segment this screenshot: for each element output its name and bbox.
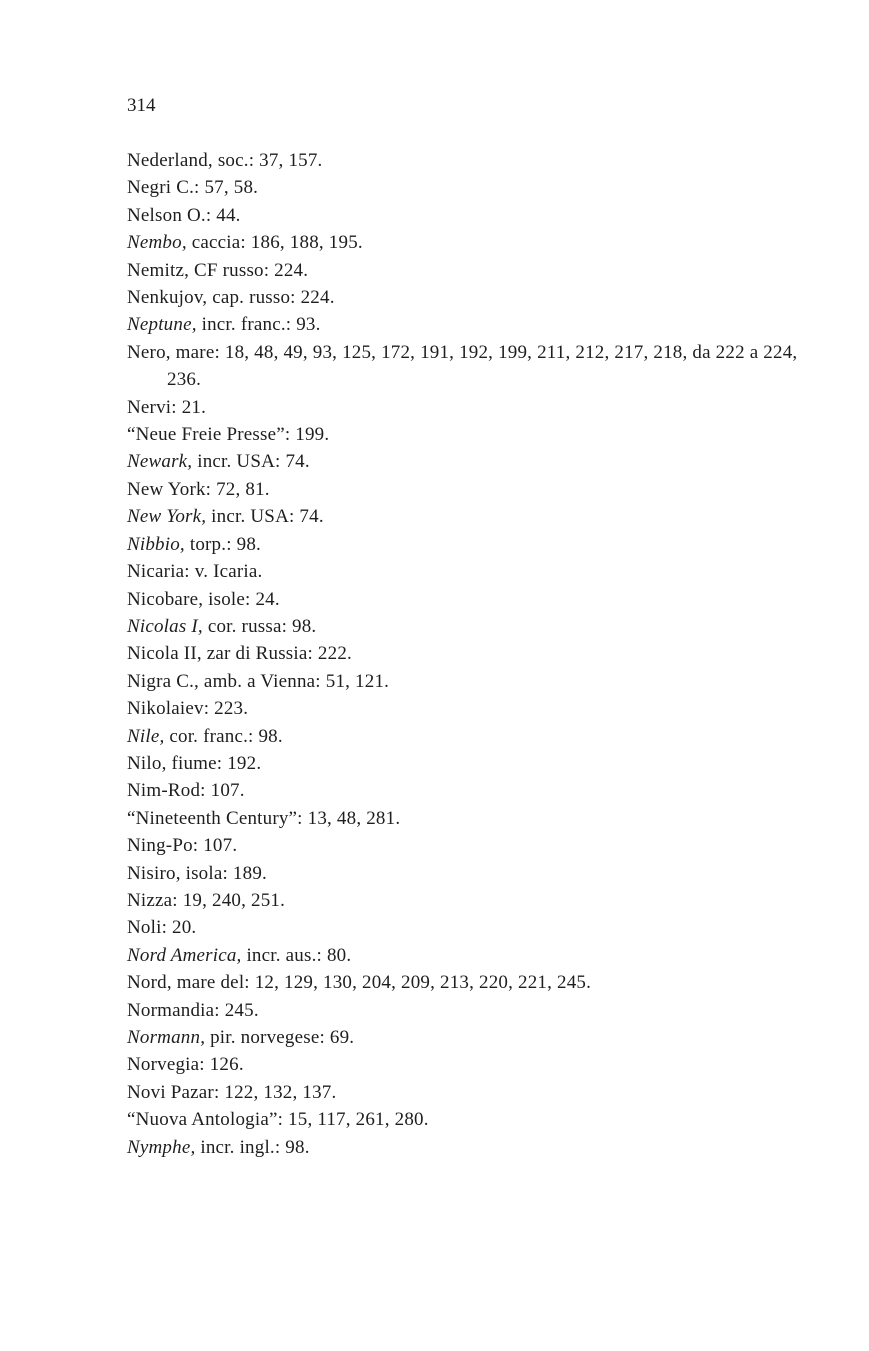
index-entry-heading: Nibbio, — [127, 533, 185, 555]
index-entry — [127, 202, 829, 229]
index-entry-references: 19, 240, 251. — [177, 889, 286, 911]
index-entry-references: incr. USA: 74. — [192, 451, 310, 473]
index-entry — [127, 695, 829, 722]
index-entry-references: 245. — [219, 999, 259, 1021]
index-entry — [127, 997, 829, 1024]
index-entry-references: 107. — [198, 835, 238, 857]
index-entry-heading: Nicola II, — [127, 643, 202, 665]
index-entry — [127, 394, 829, 421]
index-entry — [127, 750, 829, 777]
index-entry-references: mare del: 12, 129, 130, 204, 209, 213, 220, 221, 245. — [171, 972, 592, 994]
index-entry — [127, 1134, 829, 1161]
index-entry-references: amb. a Vienna: 51, 121. — [198, 670, 390, 692]
index-entry-heading: Noli: — [127, 917, 168, 939]
index-entry — [127, 1106, 829, 1133]
index-entry-heading: Nymphe, — [127, 1136, 196, 1158]
index-entry-references: 57, 58. — [199, 177, 259, 199]
index-entry-references: v. Icaria. — [189, 561, 263, 583]
index-entry-references: 44. — [211, 204, 241, 226]
index-entry — [127, 476, 829, 503]
index-entry — [127, 887, 829, 914]
index-entry-heading: Normandia: — [127, 999, 220, 1021]
index-entry-heading: Novi Pazar: — [127, 1081, 220, 1103]
index-entry-heading: Nikolaiev: — [127, 698, 210, 720]
index-entry-references: 72, 81. — [211, 478, 270, 500]
index-entry-references: 199. — [290, 424, 330, 446]
index-entry — [127, 448, 829, 475]
index-entry — [127, 229, 829, 256]
index-entry-heading: “Neue Freie Presse”: — [127, 424, 291, 446]
index-entry-heading: Nelson O.: — [127, 204, 212, 226]
index-entry-heading: New York, — [127, 506, 207, 528]
index-entry — [127, 942, 829, 969]
index-entry-heading: Nicobare, — [127, 588, 204, 610]
index-entry-references: 126. — [204, 1054, 244, 1076]
index-entry-heading: Nile, — [127, 725, 165, 747]
index-entry-heading: “Nuova Antologia”: — [127, 1109, 284, 1131]
index-entry-references: fiume: 192. — [166, 752, 262, 774]
index-entry-references: pir. norvegese: 69. — [205, 1027, 355, 1048]
index-entry — [127, 257, 829, 284]
index-entry — [127, 284, 829, 311]
index-entry — [127, 503, 829, 530]
index-entry-references: zar di Russia: 222. — [201, 643, 352, 665]
index-entry — [127, 339, 829, 394]
index-entry-heading: Nim-Rod: — [127, 780, 206, 802]
index-entry-heading: Negri C.: — [127, 177, 200, 199]
index-entry-heading: Nisiro, — [127, 862, 181, 884]
index-entry-references: 122, 132, 137. — [219, 1081, 337, 1103]
index-entry-references: incr. aus.: 80. — [241, 944, 352, 966]
index-entry-references: caccia: 186, 188, 195. — [186, 232, 363, 254]
index-entry-heading: Norvegia: — [127, 1054, 205, 1076]
index-entry — [127, 1024, 829, 1051]
index-entry-references: cap. russo: 224. — [207, 287, 335, 309]
index-entry-references: incr. USA: 74. — [206, 506, 324, 528]
index-entry-heading: Nenkujov, — [127, 287, 208, 309]
index-entry — [127, 723, 829, 750]
index-entry-references: 13, 48, 281. — [302, 807, 401, 829]
index-entry-heading: Nilo, — [127, 752, 167, 774]
index-entry-heading: Ning-Po: — [127, 835, 199, 857]
index-entry-heading: Nervi: — [127, 396, 177, 418]
index-entry-heading: Newark, — [127, 451, 193, 473]
index-entry — [127, 640, 829, 667]
index-entry-references: 107. — [205, 780, 245, 802]
index-entry — [127, 311, 829, 338]
index-entry — [127, 174, 829, 201]
index-entry-heading: Neptune, — [127, 314, 197, 336]
index-entry — [127, 147, 829, 174]
index-entry — [127, 558, 829, 585]
index-entry — [127, 969, 829, 996]
index-entry-references: 15, 117, 261, 280. — [283, 1109, 429, 1131]
index-entry — [127, 421, 829, 448]
page-number: 314 — [127, 95, 156, 116]
index-entry — [127, 531, 829, 558]
index-entry-references: soc.: 37, 157. — [212, 150, 323, 171]
index-entry-references: torp.: 98. — [184, 533, 261, 555]
index-entry-references: 21. — [176, 396, 207, 418]
index-entry-references: isole: 24. — [203, 588, 280, 610]
index-entry-references: cor. russa: 98. — [202, 615, 317, 637]
index-entry-heading: New York: — [127, 478, 212, 500]
index-entry-references: isola: 189. — [180, 862, 267, 884]
index-entry-heading: “Nineteenth Century”: — [127, 807, 303, 829]
index-entry — [127, 777, 829, 804]
index-entry-heading: Nord America, — [127, 944, 242, 966]
index-entry — [127, 586, 829, 613]
index-entry — [127, 1079, 829, 1106]
index-entry-heading: Nero, — [127, 341, 171, 363]
index-entry-heading: Nederland, — [127, 150, 213, 171]
index-entry-references: 223. — [209, 698, 249, 720]
index-entry-heading: Nemitz, — [127, 259, 190, 281]
index-entry — [127, 613, 829, 640]
index-entry-references: mare: 18, 48, 49, 93, 125, 172, 191, 192, 199, 211, 212, 217, 218, da 222 a 224, 236. — [167, 341, 798, 391]
index-entry — [127, 914, 829, 941]
index-entry-heading: Nord, — [127, 972, 172, 994]
index-entry-references: 20. — [167, 917, 197, 939]
index-entry-references: CF russo: 224. — [189, 259, 309, 281]
index-entry — [127, 805, 829, 832]
index-entry-heading: Nigra C., — [127, 670, 199, 692]
index-entry-heading: Nizza: — [127, 889, 178, 911]
index-entry-references: incr. franc.: 93. — [196, 314, 321, 336]
index-entry — [127, 1051, 829, 1078]
index-entry-references: cor. franc.: 98. — [164, 725, 283, 747]
index-entry-heading: Nembo, — [127, 232, 187, 254]
index-entry-heading: Nicolas I, — [127, 615, 203, 637]
index-entry-heading: Nicaria: — [127, 561, 190, 583]
index-entry-references: incr. ingl.: 98. — [195, 1136, 310, 1158]
index-entry-heading: Normann, — [127, 1027, 206, 1048]
index-list — [127, 147, 829, 1161]
index-entry — [127, 832, 829, 859]
index-entry — [127, 668, 829, 695]
index-entry — [127, 860, 829, 887]
